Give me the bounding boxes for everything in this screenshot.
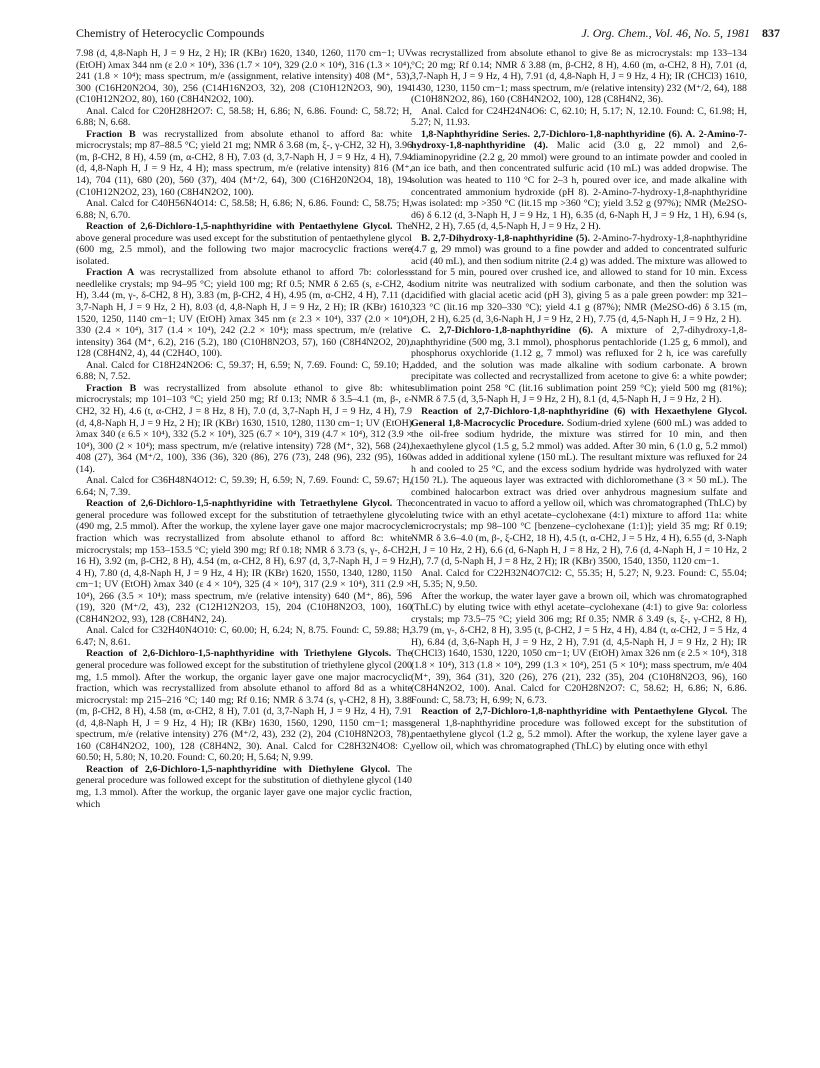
run-in-heading: B. 2,7-Dihydroxy-1,8-naphthyridine (5). [421, 232, 591, 244]
run-in-heading: Reaction of 2,6-Dichloro-1,5-naphthyridine with Diethylene Glycol. [86, 763, 391, 775]
paragraph [76, 648, 412, 763]
paragraph [76, 221, 412, 267]
paragraph-text: The general procedure was followed except for the substitution of tetraethylene glycol (490 mg, 2.5 mmol). After the workup, the xylene layer gave one major macrocycle fraction which was recrystallized from absolute ethanol to afford 8c: white microcrystals; mp 153–153.5 °C; yield 390 mg; Rf 0.18; NMR δ 3.73 (s, γ-, δ-CH2, 16 H), 3.92 (m, β-CH2, 8 H), 4.54 (m, α-CH2, 8 H), 6.97 (d, 3,7-Naph H, J = 9 Hz, 4 H), 7.80 (d, 4,8-Naph H, J = 9 Hz, 4 H); IR (KBr) 1620, 1550, 1340, 1280, 1150 cm−1; UV (EtOH) λmax 340 (ε 4 × 10⁴), 325 (4 × 10⁴), 317 (2.9 × 10⁴), 311 (2.9 × 10⁴), 266 (3.5 × 10⁴); mass spectrum, m/e (relative intensity) 640 (M⁺, 86), 596 (19), 320 (M⁺/2, 43), 232 (C12H12N2O3, 15), 204 (C10H8N2O3, 100), 160 (C8H4N2O2, 93), 128 (C8H4N2, 24). [76, 498, 412, 625]
paragraph-text: was recrystallized from absolute ethanol to give 8b: white microcrystals; mp 101–103 °C; yield 250 mg; Rf 0.13; NMR δ 3.5–4.1 (m, β-, ε-CH2, 32 H), 4.6 (t, α-CH2, J = 8 Hz, 8 H), 7.0 (d, 3,7-Naph H, J = 9 Hz, 4 H), 7.9 (d, 4,8-Naph H, J = 9 Hz, 2 H); IR (KBr) 1630, 1510, 1280, 1130 cm−1; UV (EtOH) λmax 340 (ε 6.5 × 10⁴), 332 (5.2 × 10⁴), 325 (6.7 × 10⁴), 319 (4.7 × 10⁴), 312 (3.9 × 10⁴), 300 (2 × 10⁴); mass spectrum, m/e (relative intensity) 728 (M⁺, 32), 568 (24), 408 (27), 364 (M⁺/2, 100), 336 (36), 320 (86), 276 (73), 248 (96), 232 (95), 160 (14). [76, 382, 412, 475]
paragraph-text: A mixture of 2,7-dihydroxy-1,8-naphthyridine (500 mg, 3.1 mmol), phosphorus pentachloride (1.25 g, 6 mmol), and phosphorus oxychloride (1.12 g, 7 mmol) was refluxed for 2 h, ice was carefully added, and the solution was made alkaline with sodium carbonate. A brown precipitate was collected and recrystallized from acetone to give 6: a white powder; sublimation point 258 °C (lit.16 sublimation point 259 °C); yield 500 mg (81%); NMR δ 7.5 (d, 3,5-Naph H, J = 9 Hz, 2 H), 8.1 (d, 4,5-Naph H, J = 9 Hz, 2 H). [411, 325, 747, 406]
paragraph [76, 764, 412, 810]
paragraph-text: Anal. Calcd for C40H56N4O14: C, 58.58; H, 6.86; N, 6.86. Found: C, 58.75; H, 6.88; N, 6.70. [76, 198, 412, 221]
paragraph [76, 383, 412, 475]
paragraph-text: was recrystallized from absolute ethanol to afford 8a: white microcrystals; mp 87–88.5 °C; yield 21 mg; NMR δ 3.68 (m, ξ-, γ-CH2, 32 H), 3.96 (m, β-CH2, 8 H), 4.59 (m, α-CH2, 8 H), 7.03 (d, 3,7-Naph H, J = 9 Hz, 4 H), 7.94 (d, 4,8-Naph H, J = 9 Hz, 4 H); mass spectrum, m/e (relative intensity) 816 (M⁺, 14), 704 (11), 680 (20), 560 (37), 404 (M⁺/2, 64), 300 (C16H20N2O4, 18), 194 (C10H12N2O2, 23), 160 (C8H4N2O2, 100). [76, 128, 412, 198]
paragraph [411, 48, 747, 106]
paragraph [76, 625, 412, 648]
paragraph-text: Anal. Calcd for C24H24N4O6: C, 62.10; H, 5.17; N, 12.10. Found: C, 61.98; H, 5.27; N, 11.93. [411, 105, 747, 129]
paragraph-text: The general procedure was followed except for the substitution of triethylene glycol (200 mg, 1.5 mmol). After the workup, the organic layer gave one major macrocyclic fraction, which was recrystallized from absolute ethanol to afford 8d as a white microcrystal: mp 215–216 °C; 140 mg; Rf 0.16; NMR δ 3.74 (s, γ-CH2, 8 H), 3.88 (m, β-CH2, 8 H), 4.58 (m, α-CH2, 8 H), 7.01 (d, 3,7-Naph H, J = 9 Hz, 4 H), 7.91 (d, 4,8-Naph H, J = 9 Hz, 4 H); IR (KBr) 1630, 1560, 1290, 1150 cm−1; mass spectrum, m/e (relative intensity) 276 (M⁺/2, 43), 232 (2), 204 (C10H8N2O3, 78), 160 (C8H4N2O2, 100), 128 (C8H4N2, 30). Anal. Calcd for C28H32N4O8: C, 60.50; H, 5.80; N, 10.20. Found: C, 60.20; H, 5.64; N, 9.99. [76, 648, 412, 764]
paragraph [76, 267, 412, 359]
run-in-heading: Reaction of 2,7-Dichloro-1,8-naphthyridine with Pentaethylene Glycol. [421, 706, 728, 718]
run-in-heading: Fraction B [86, 128, 136, 140]
paragraph [411, 706, 747, 752]
paragraph [76, 498, 412, 625]
paragraph-text: 7.98 (d, 4,8-Naph H, J = 9 Hz, 2 H); IR (KBr) 1620, 1340, 1260, 1170 cm−1; UV (EtOH) λmax 344 nm (ε 2.0 × 10⁴), 336 (1.7 × 10⁴), 329 (2.0 × 10⁴), 316 (1.3 × 10⁴), 241 (1.8 × 10⁴); mass spectrum, m/e (assignment, relative intensity) 408 (M⁺, 53), 300 (C16H20N2O4, 30), 256 (C14H16N2O3, 32), 208 (C10H12N2O3, 90), 194 (C10H12N2O2, 80), 160 (C8H4N2O2, 100). [76, 48, 412, 106]
paragraph [76, 106, 412, 129]
paragraph-text: The general 1,8-naphthyridine procedure was followed except for the substitution of pentaethylene glycol (1.2 g, 5.2 mmol). After the workup, the xylene layer gave a yellow oil, which was chromatographed (ThLC) by eluting once with ethyl [411, 706, 747, 752]
paragraph [76, 129, 412, 198]
paragraph-text: Sodium-dried xylene (600 mL) was added to the oil-free sodium hydride, the mixture was stirred for 10 min, and then hexaethylene glycol (1.5 g, 5.2 mmol) was added. After 30 min, 6 (1.0 g, 5.2 mmol) was added in additional xylene (150 mL). The resultant mixture was refluxed for 24 h and cooled to 25 °C, and the excess sodium hydride was hydrolyzed with water (150 ?L). The aqueous layer was extracted with dichloromethane (3 × 50 mL). The combined halocarbon extract was dried over anhydrous magnesium sulfate and concentrated in vacuo to afford a yellow oil, which was chromatographed (ThLC) by eluting twice with an ethyl acetate–cyclohexane (4:1) mixture to afford 11a: white microcrystals; mp 98–100 °C [benzene–cyclohexane (1:1)]; yield 35 mg; Rf 0.19; NMR δ 3.6–4.0 (m, β-, ξ-CH2, 18 H), 4.5 (t, α-CH2, J = 5 Hz, 4 H), 6.55 (d, 3-Naph H, J = 10 Hz, 2 H), 6.6 (d, 6-Naph H, J = 8 Hz, 2 H), 7.6 (d, 4-Naph H, J = 10 Hz, 2 H), 7.7 (d, 5-Naph H, J = 8 Hz, 2 H); IR (KBr) 3500, 1540, 1350, 1120 cm−1. [411, 417, 747, 568]
paragraph-text: Anal. Calcd for C36H48N4O12: C, 59.39; H, 6.59; N, 7.69. Found: C, 59.67; H, 6.64; N, 7.39. [76, 475, 412, 498]
paragraph [411, 325, 747, 406]
paragraph-text: was recrystallized from absolute ethanol to afford 7b: colorless needlelike crystals; mp 94–95 °C; yield 100 mg; Rf 0.5; NMR δ 2.65 (s, ε-CH2, 4 H), 3.44 (m, γ-, δ-CH2, 8 H), 3.83 (m, β-CH2, 4 H), 4.95 (m, α-CH2, 4 H), 7.11 (d, 3,7-Naph H, J = 9 Hz, 2 H), 8.03 (d, 4,8-Naph H, J = 9 Hz, 2 H); IR (KBr) 1610, 1520, 1250, 1140 cm−1; UV (EtOH) λmax 345 nm (ε 2.3 × 10⁴), 337 (2.0 × 10⁴), 330 (2.4 × 10⁴), 317 (1.4 × 10⁴), 242 (2.2 × 10⁴); mass spectrum, m/e (relative intensity) 364 (M⁺, 6.2), 216 (5.2), 180 (C10H8N2O3, 57), 160 (C8H4N2O2, 20), 128 (C8H4N2, 4), 44 (C2H4O, 100). [76, 267, 412, 360]
paragraph-text: After the workup, the water layer gave a brown oil, which was chromatographed (ThLC) by eluting twice with ethyl acetate–cyclohexane (4:1) to give 9a: colorless crystals; mp 73.5–75 °C; yield 306 mg; Rf 0.35; NMR δ 3.49 (s, ξ-, γ-CH2, 8 H), 3.79 (m, γ-, δ-CH2, 8 H), 3.95 (t, β-CH2, J = 5 Hz, 4 H), 4.84 (t, α-CH2, J = 5 Hz, 4 H), 6.84 (d, 3,6-Naph H, J = 9 Hz, 2 H), 7.91 (d, 4,5-Naph H, J = 9 Hz, 2 H); IR (CHCl3) 1640, 1530, 1220, 1050 cm−1; UV (EtOH) λmax 326 nm (ε 2.5 × 10⁴), 318 (1.8 × 10⁴), 313 (1.8 × 10⁴), 299 (1.3 × 10⁴), 251 (5 × 10⁴); mass spectrum, m/e 404 (M⁺, 39), 364 (31), 320 (26), 276 (21), 232 (35), 204 (C10H8N2O3, 96), 160 (C8H4N2O2, 100). Anal. Calcd for C20H28N2O7: C, 58.62; H, 6.86; N, 6.86. Found: C, 58.73; H, 6.99; N, 6.73. [411, 590, 747, 706]
paragraph [411, 568, 747, 591]
run-in-heading: Reaction of 2,7-Dichloro-1,8-naphthyridine (6) with Hexaethylene Glycol. General 1,8-Macrocyclic Procedure. [411, 405, 747, 429]
paragraph-text: Anal. Calcd for C18H24N2O6: C, 59.37; H, 6.59; N, 7.69. Found: C, 59.10; H, 6.88; N, 7.52. [76, 359, 412, 383]
run-in-heading: Reaction of 2,6-Dichloro-1,5-naphthyridine with Tetraethylene Glycol. [86, 498, 393, 510]
run-in-heading: Fraction A [86, 267, 135, 279]
citation-text: J. Org. Chem., Vol. 46, No. 5, 1981 [581, 26, 750, 40]
paragraph-text: 2-Amino-7-hydroxy-1,8-naphthyridine (4.7 g, 29 mmol) was ground to a fine powder and added to concentrated sulfuric acid (40 mL), and then sodium nitrite (2.4 g) was added. The mixture was allowed to stand for 5 min, poured over crushed ice, and allowed to stand for 10 min. Excess sodium nitrite was neutralized with sodium carbonate, and then the solution was acidified with glacial acetic acid (pH 3), giving 5 as a pale green powder: mp 321–323 °C (lit.16 mp 320–330 °C); yield 4.1 g (87%); NMR (Me2SO-d6) δ 3.15 (m, OH, 2 H), 6.25 (d, 3,6-Naph H, J = 9 Hz, 2 H), 7.75 (d, 4,5-Naph H, J = 9 Hz, 2 H). [411, 232, 747, 325]
paragraph [411, 129, 747, 233]
run-in-heading: 1,8-Naphthyridine Series. 2,7-Dichloro-1,8-naphthyridine (6). A. 2-Amino-7-hydroxy-1,8-naphthyridine (4). [411, 128, 747, 152]
right-column [411, 48, 747, 752]
paragraph-text: Anal. Calcd for C20H28H2O7: C, 58.58; H, 6.86; N, 6.86. Found: C, 58.72; H, 6.88; N, 6.68. [76, 105, 412, 129]
paragraph [76, 360, 412, 383]
paragraph [76, 48, 412, 106]
run-in-heading: Reaction of 2,6-Dichloro-1,5-naphthyridine with Pentaethylene Glycol. [86, 221, 393, 233]
run-in-heading: C. 2,7-Dichloro-1,8-naphthyridine (6). [421, 325, 594, 337]
run-in-heading: Reaction of 2,6-Dichloro-1,5-naphthyridine with Triethylene Glycols. [86, 648, 392, 660]
journal-name: Chemistry of Heterocyclic Compounds [76, 26, 265, 40]
page-number: 837 [762, 26, 780, 40]
paragraph-text: Anal. Calcd for C22H32N4O7Cl2: C, 55.35; H, 5.27; N, 9.23. Found: C, 55.04; H, 5.35; N, 9.50. [411, 567, 747, 591]
paragraph [76, 475, 412, 498]
paragraph-text: Anal. Calcd for C32H40N4O10: C, 60.00; H, 6.24; N, 8.75. Found: C, 59.88; H, 6.47; N, 8.61. [76, 625, 412, 648]
paragraph [76, 198, 412, 221]
journal-citation [581, 26, 780, 41]
run-in-heading: Fraction B [86, 382, 137, 394]
paragraph [411, 106, 747, 129]
paragraph [411, 406, 747, 568]
paragraph [411, 591, 747, 706]
paragraph-text: The general procedure was followed except for the substitution of diethylene glycol (140 mg, 1.3 mmol). After the workup, the organic layer gave one major cyclic fraction, which [76, 763, 412, 810]
page-header [76, 26, 780, 42]
paragraph-text: The above general procedure was used except for the substitution of pentaethylene glycol (600 mg, 2.5 mmol), and the following two major macrocyclic fractions were isolated. [76, 221, 412, 267]
paragraph [411, 233, 747, 325]
left-column [76, 48, 412, 810]
paragraph-text: was recrystallized from absolute ethanol to give 8e as microcrystals: mp 133–134 °C; 20 mg; Rf 0.14; NMR δ 3.88 (m, β-CH2, 8 H), 4.60 (m, α-CH2, 8 H), 7.01 (d, 3,7-Naph H, J = 9 Hz, 4 H), 7.91 (d, 4,8-Naph H, J = 9 Hz, 4 H); IR (CHCl3) 1610, 1430, 1230, 1150 cm−1; mass spectrum, m/e (relative intensity) 232 (M⁺/2, 64), 188 (C10H8N2O2, 86), 160 (C8H4N2O2, 100), 128 (C8H4N2, 36). [411, 48, 747, 106]
paragraph-text: Malic acid (3.0 g, 22 mmol) and 2,6-diaminopyridine (2.2 g, 20 mmol) were ground to an intimate powder and cooled in an ice bath, and then concentrated sulfuric acid (10 mL) was added dropwise. The solution was heated to 110 °C for 2–3 h, poured over ice, and made alkaline with concentrated ammonium hydroxide (pH 8). 2-Amino-7-hydroxy-1,8-naphthyridine was isolated: mp >350 °C (lit.15 mp >360 °C); yield 3.52 g (97%); NMR (Me2SO-d6) δ 6.12 (d, 3-Naph H, J = 9 Hz, 1 H), 6.35 (d, 6-Naph H, J = 9 Hz, 1 H), 6.94 (s, NH2, 2 H), 7.65 (d, 4,5-Naph H, J = 9 Hz, 2 H). [411, 140, 747, 233]
